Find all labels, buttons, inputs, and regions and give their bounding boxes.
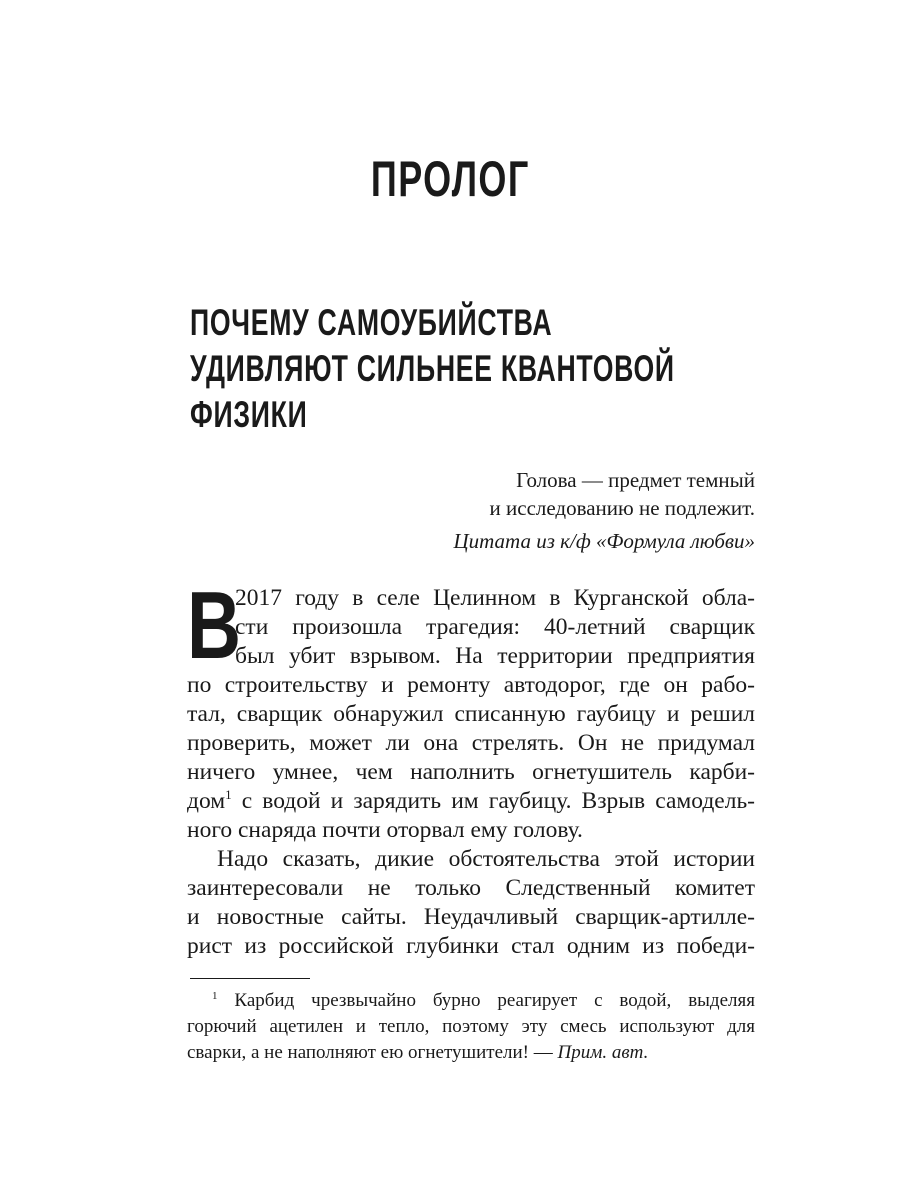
footnote-line: горючий ацетилен и тепло, поэтому эту смесь используют для <box>187 1016 755 1037</box>
text-line: рист из российской глубинки стал одним из победи- <box>187 933 755 959</box>
footnote-line <box>187 988 755 1014</box>
drop-cap: В <box>187 572 242 679</box>
subtitle-line: ФИЗИКИ <box>190 394 308 435</box>
first-paragraph <box>187 572 755 845</box>
text-fragment: сварки, а не наполняют ею огнетушители! — <box>187 1042 558 1063</box>
body-text <box>187 572 755 961</box>
text-line: был убит взрывом. На территории предприятия <box>235 643 755 669</box>
footnote-line <box>187 1040 755 1066</box>
text-line: и новостные сайты. Неудачливый сварщик-артилле- <box>187 904 755 930</box>
subtitle-line: ПОЧЕМУ САМОУБИЙСТВА <box>190 302 553 343</box>
subtitle-line: УДИВЛЯЮТ СИЛЬНЕЕ КВАНТОВОЙ <box>190 348 675 389</box>
footnote-divider <box>190 978 310 979</box>
epigraph-source: Цитата из к/ф «Формула любви» <box>453 529 755 553</box>
epigraph-line: Голова — предмет темный <box>516 468 755 492</box>
text-line: сти произошла трагедия: 40-летний сварщик <box>235 614 755 640</box>
text-line <box>187 787 755 816</box>
second-paragraph <box>187 845 755 961</box>
footnote <box>187 988 755 1066</box>
epigraph-line: и исследованию не подлежит. <box>489 496 755 520</box>
text-line: 2017 году в селе Целинном в Курганской обла- <box>235 585 755 611</box>
author-note: Прим. авт. <box>557 1042 649 1063</box>
text-line: по строительству и ремонту автодорог, где он рабо- <box>187 672 755 698</box>
text-fragment: дом <box>187 788 226 814</box>
text-line: тал, сварщик обнаружил списанную гаубицу и решил <box>187 701 755 727</box>
footnote-number: 1 <box>212 990 218 1002</box>
text-line: Надо сказать, дикие обстоятельства этой истории <box>217 846 755 872</box>
text-line: проверить, может ли она стрелять. Он не придумал <box>187 730 755 756</box>
text-line: заинтересовали не только Следственный комитет <box>187 875 755 901</box>
text-fragment: с водой и зарядить им гаубицу. Взрыв самодель- <box>231 788 755 814</box>
text-line: ного снаряда почти оторвал ему голову. <box>187 817 583 843</box>
epigraph <box>453 466 755 555</box>
text-fragment: Карбид чрезвычайно бурно реагирует с водой, выделяя <box>217 990 755 1011</box>
footnote-reference[interactable]: 1 <box>225 787 232 802</box>
chapter-subtitle <box>190 300 730 438</box>
text-line: ничего умнее, чем наполнить огнетушитель карби- <box>187 759 755 785</box>
chapter-title: ПРОЛОГ <box>370 151 530 207</box>
